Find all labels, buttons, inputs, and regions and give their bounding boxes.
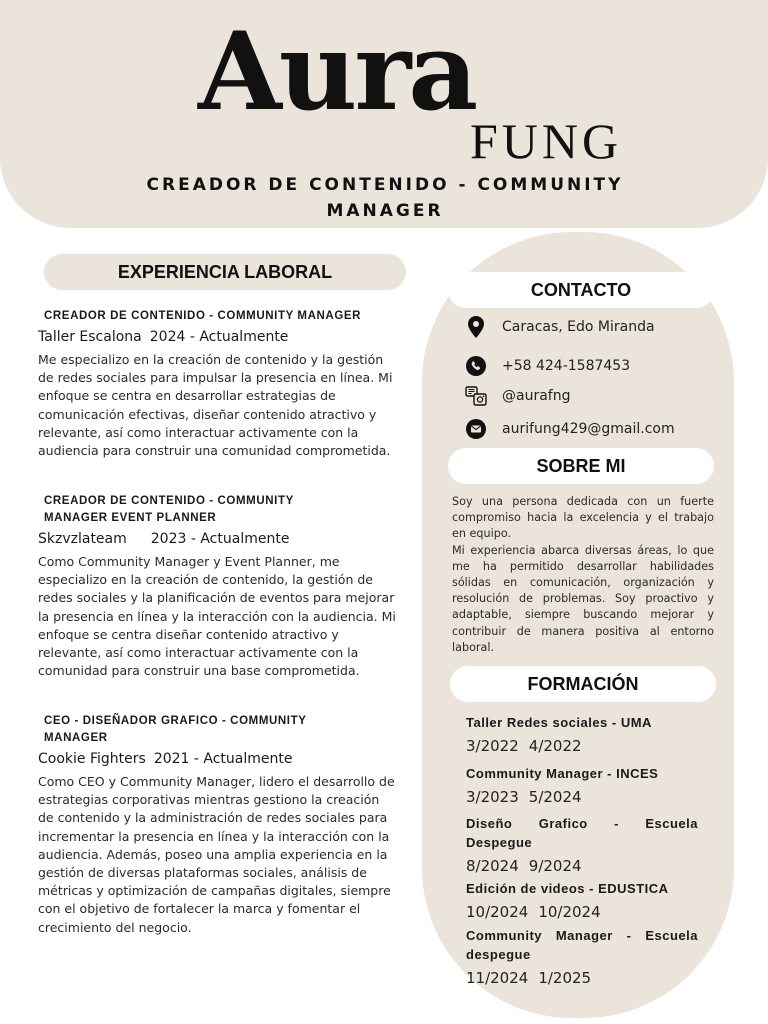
education-start: 11/2024 — [466, 969, 529, 987]
phone-icon — [465, 355, 487, 377]
education-item — [466, 926, 698, 988]
job-entry — [36, 713, 398, 937]
education-end: 10/2024 — [538, 903, 601, 921]
job-entry — [36, 308, 398, 460]
education-item — [466, 814, 698, 876]
first-name: Aura — [198, 9, 476, 135]
job-description: Como CEO y Community Manager, lidero el desarrollo de estrategias corporativas mientras gestiono la creación de contenido y la administración de redes sociales para incrementar la presencia en línea y la interacción con la audiencia. Además, poseo una amplia experiencia en la gestión de diversas plataformas sociales, análisis de métricas y optimización de campañas digitales, siempre con el objetivo de fortalecer la marca y fomentar el crecimiento del negocio. — [38, 774, 395, 935]
job-meta — [36, 749, 398, 769]
education-dates — [466, 968, 698, 988]
location-pin-icon — [465, 316, 487, 338]
job-period: 2021 - Actualmente — [153, 751, 293, 767]
education-dates — [466, 856, 698, 876]
last-name: FUNG — [470, 113, 623, 169]
job-period: 2024 - Actualmente — [149, 329, 289, 345]
job-period: 2023 - Actualmente — [150, 531, 290, 547]
email-text: aurifung429@gmail.com — [502, 421, 675, 437]
contact-section-title: CONTACTO — [448, 272, 714, 308]
education-start: 3/2022 — [466, 737, 519, 755]
education-section-title: FORMACIÓN — [450, 666, 716, 702]
contact-social — [465, 385, 570, 407]
job-company: Cookie Fighters — [38, 751, 146, 767]
education-title: Diseño Grafico - Escuela Despegue — [466, 816, 698, 850]
job-description: Como Community Manager y Event Planner, me especializo en la creación de contenido, la gestión de redes sociales y la planificación de eventos para mejorar la presencia en línea y la interacción con la audiencia. Mi enfoque se centra diseñar contenido atractivo y relevante, así como interactuar activamente con la comunidad para construir una base comprometida. — [38, 554, 396, 679]
job-entry — [36, 493, 398, 680]
education-dates — [466, 787, 698, 807]
experience-section-title: EXPERIENCIA LABORAL — [44, 254, 406, 290]
about-paragraph: Mi experiencia abarca diversas áreas, lo que me ha permitido desarrollar habilidades sólidas en comunicación, organización y resolución de problemas. Soy proactivo y adaptable, siempre buscando mejorar y contribuir de manera positiva al entorno laboral. — [452, 543, 714, 654]
education-item — [466, 713, 698, 756]
social-handle: @aurafng — [502, 388, 571, 404]
email-icon — [465, 418, 487, 440]
education-start: 3/2023 — [466, 788, 519, 806]
job-role-title: CREADOR DE CONTENIDO - COMMUNITY MANAGER — [146, 175, 624, 221]
about-paragraph: Soy una persona dedicada con un fuerte compromiso hacia la excelencia y el trabajo en equipo. — [452, 495, 714, 541]
education-start: 8/2024 — [466, 857, 519, 875]
education-item — [466, 764, 698, 807]
education-title: Community Manager - INCES — [466, 766, 659, 781]
phone-text: +58 424-1587453 — [502, 358, 631, 374]
contact-email — [465, 418, 675, 440]
contact-location — [465, 316, 655, 338]
job-company: Taller Escalona — [38, 329, 142, 345]
job-company: Skzvzlateam — [38, 531, 127, 547]
job-description: Me especializo en la creación de contenido y la gestión de redes sociales para impulsar la presencia en línea. Mi enfoque se centra en desarrollar estrategias de comunicación efectivas, diseñar contenido atractivo y relevante, así como interactuar activamente con la audiencia para construir una comunidad comprometida. — [38, 352, 393, 459]
job-title: CREADOR DE CONTENIDO - COMMUNITY MANAGER EVENT PLANNER — [44, 495, 294, 524]
education-title: Edición de videos - EDUSTICA — [466, 881, 669, 896]
contact-phone — [465, 355, 630, 377]
social-media-icon — [465, 385, 487, 407]
education-start: 10/2024 — [466, 903, 529, 921]
education-end: 1/2025 — [538, 969, 592, 987]
education-dates — [466, 902, 698, 922]
education-title: Community Manager - Escuela despegue — [466, 928, 698, 962]
job-meta — [36, 529, 398, 549]
education-item — [466, 879, 698, 922]
education-end: 5/2024 — [528, 788, 582, 806]
job-title: CREADOR DE CONTENIDO - COMMUNITY MANAGER — [44, 310, 362, 322]
education-dates — [466, 736, 698, 756]
location-text: Caracas, Edo Miranda — [502, 319, 655, 335]
job-meta — [36, 327, 398, 347]
education-title: Taller Redes sociales - UMA — [466, 715, 652, 730]
about-section-title: SOBRE MI — [448, 448, 714, 484]
about-text — [452, 494, 714, 656]
job-title: CEO - DISEÑADOR GRAFICO - COMMUNITY MANAGER — [44, 715, 307, 744]
education-end: 9/2024 — [528, 857, 582, 875]
education-end: 4/2022 — [528, 737, 582, 755]
